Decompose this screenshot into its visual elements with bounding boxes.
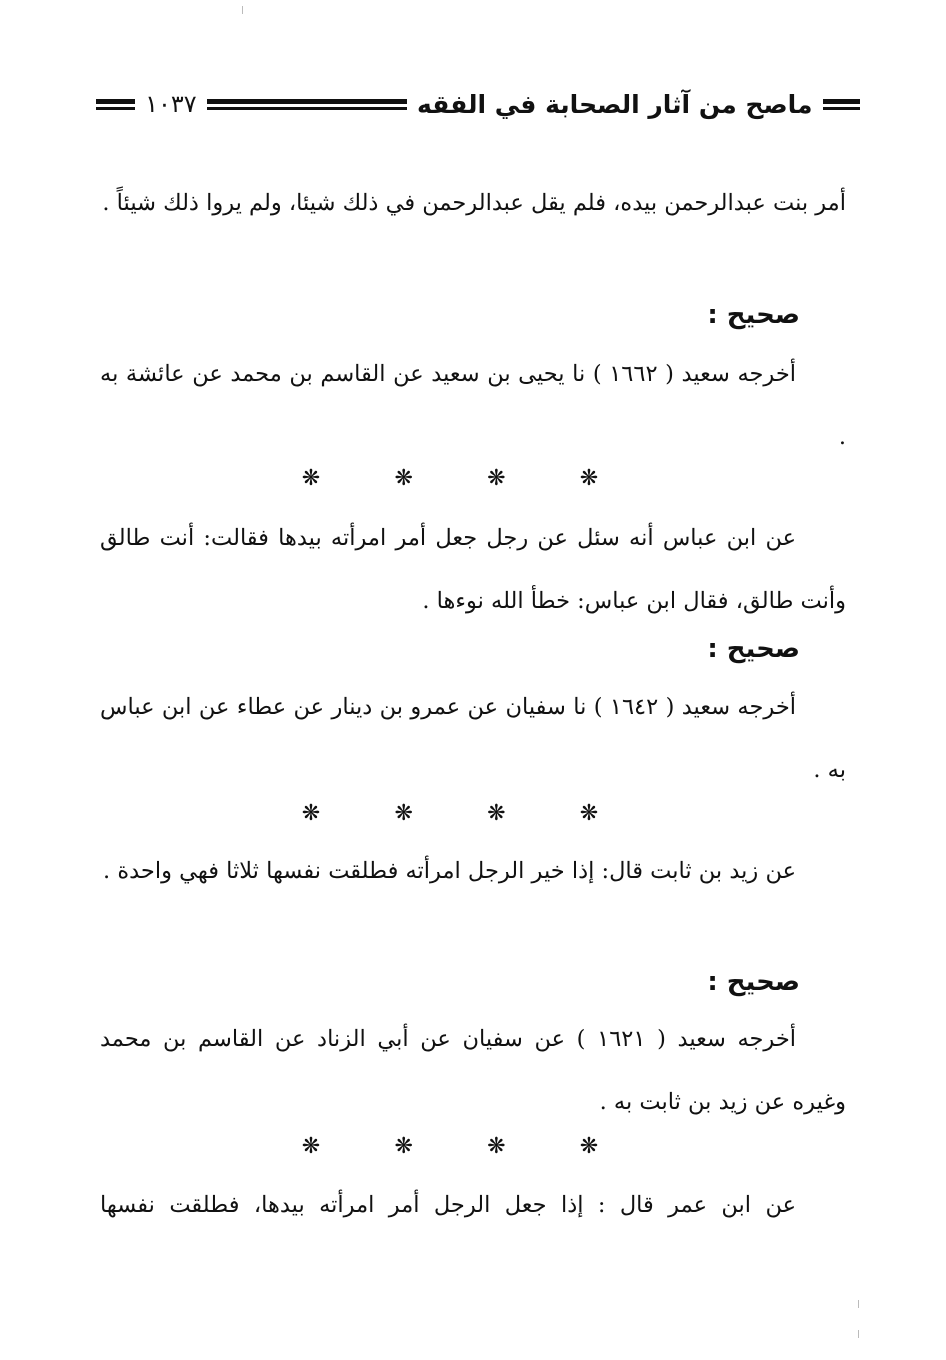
star-icon: ❋ (301, 801, 321, 826)
paragraph-3: عن ابن عباس أنه سئل عن رجل جعل أمر امرأته بيدها فقالت: أنت طالق وأنت طالق، فقال ابن عباس: خطأ الله نوءها . (100, 525, 846, 614)
star-icon: ❋ (487, 466, 506, 491)
ornament-divider-3 (300, 1136, 600, 1158)
header-title: ماصح من آثار الصحابة في الفقه (416, 89, 813, 119)
paragraph-4: أخرجه سعيد ( ١٦٤٢ ) نا سفيان عن عمرو بن دينار عن عطاء عن ابن عباس به . (100, 694, 846, 783)
ornament-divider-2 (300, 803, 600, 825)
ornament-divider-1 (300, 468, 600, 490)
paragraph-2: أخرجه سعيد ( ١٦٦٢ ) نا يحيى بن سعيد عن القاسم بن محمد عن عائشة به . (100, 361, 846, 450)
scan-speck (858, 1300, 859, 1308)
heading-sahih-3: صحيح : (707, 967, 800, 997)
paragraph-7: عن ابن عمر قال : إذا جعل الرجل أمر امرأته بيدها، فطلقت نفسها (100, 1192, 796, 1218)
heading-sahih-1: صحيح : (707, 300, 800, 330)
star-icon: ❋ (394, 1134, 413, 1159)
heading-sahih-2: صحيح : (707, 634, 800, 664)
star-icon: ❋ (394, 801, 413, 826)
scan-speck (858, 1330, 859, 1338)
star-icon: ❋ (579, 466, 599, 491)
header-rule-left (96, 92, 135, 116)
star-icon: ❋ (301, 1134, 321, 1159)
header-rule-right (823, 92, 860, 116)
star-icon: ❋ (394, 466, 413, 491)
star-icon: ❋ (487, 801, 506, 826)
paragraph-5: عن زيد بن ثابت قال: إذا خير الرجل امرأته فطلقت نفسها ثلاثا فهي واحدة . (103, 858, 796, 884)
running-header (96, 84, 860, 124)
star-icon: ❋ (487, 1134, 506, 1159)
star-icon: ❋ (301, 466, 321, 491)
star-icon: ❋ (579, 1134, 599, 1159)
scan-speck (242, 6, 243, 14)
paragraph-1: أمر بنت عبدالرحمن بيده، فلم يقل عبدالرحمن في ذلك شيئا، ولم يروا ذلك شيئاً . (102, 190, 846, 216)
star-icon: ❋ (579, 801, 599, 826)
page-number: ١٠٣٧ (145, 90, 197, 118)
paragraph-6: أخرجه سعيد ( ١٦٢١ ) عن سفيان عن أبي الزناد عن القاسم بن محمد وغيره عن زيد بن ثابت به . (100, 1026, 846, 1115)
header-rule-middle (207, 92, 407, 116)
